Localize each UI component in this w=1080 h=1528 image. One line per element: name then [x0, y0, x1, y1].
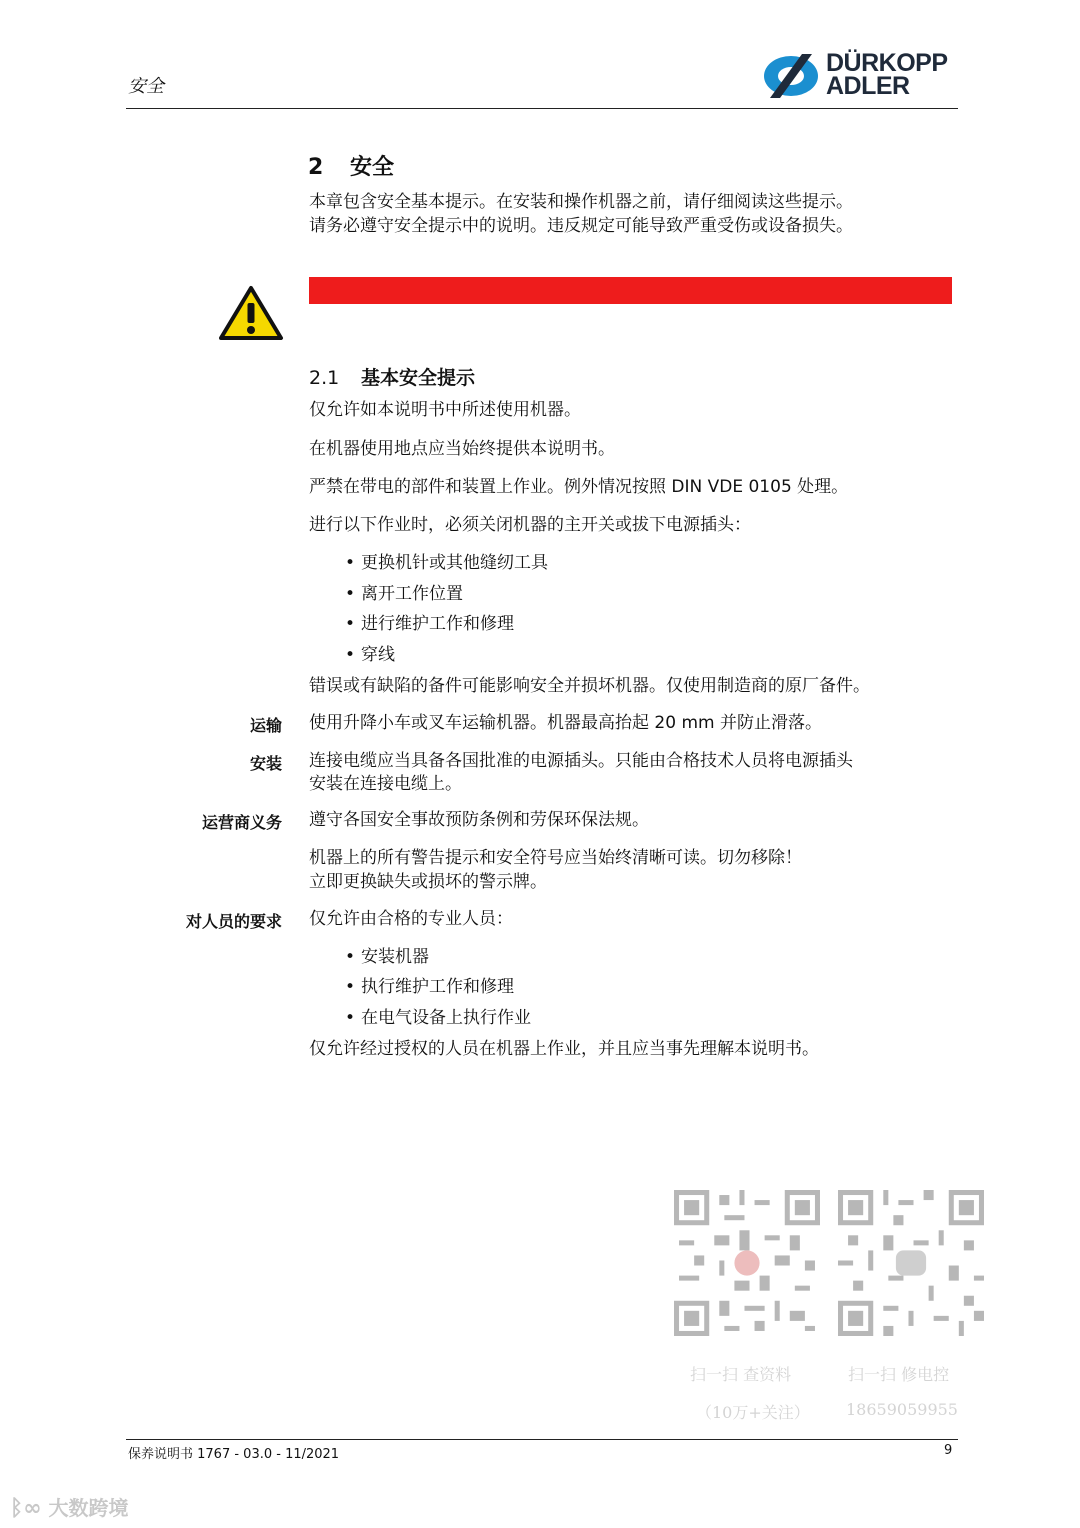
- intro-line-2: 请务必遵守安全提示中的说明。违反规定可能导致严重受伤或设备损失。: [309, 216, 853, 236]
- durkopp-adler-logo: [762, 49, 958, 100]
- paragraph-manual-location: 在机器使用地点应当始终提供本说明书。: [309, 439, 615, 459]
- header-section-label: 安全: [128, 76, 164, 97]
- list-item: • 离开工作位置: [345, 584, 463, 604]
- logo-text-line1: DÜRKOPP: [826, 49, 948, 77]
- paragraph-switch-off: 进行以下作业时，必须关闭机器的主开关或拔下电源插头：: [309, 515, 751, 535]
- intro-line-1: 本章包含安全基本提示。在安装和操作机器之前，请仔细阅读这些提示。: [309, 192, 853, 212]
- logo-mark-icon: [762, 54, 820, 98]
- section-heading: [309, 363, 475, 390]
- paragraph-install-2: 安装在连接电缆上。: [309, 774, 462, 794]
- paragraph-authorized: 仅允许经过授权的人员在机器上作业，并且应当事先理解本说明书。: [309, 1039, 819, 1059]
- paragraph-live-parts: 严禁在带电的部件和装置上作业。例外情况按照 DIN VDE 0105 处理。: [309, 477, 849, 497]
- footer-doc-info: 保养说明书 1767 - 03.0 - 11/2021: [128, 1447, 340, 1462]
- qr-left-caption-1: 扫一扫 查资料: [690, 1365, 792, 1384]
- watermark: [10, 1492, 129, 1521]
- list-item: • 进行维护工作和修理: [345, 614, 514, 634]
- qr-right-caption-1: 扫一扫 修电控: [848, 1365, 950, 1384]
- paragraph-spare-parts: 错误或有缺陷的备件可能影响安全并损坏机器。仅使用制造商的原厂备件。: [309, 676, 870, 696]
- side-label-personnel: 对人员的要求: [185, 912, 282, 931]
- warning-bar: [309, 277, 952, 304]
- side-label-transport: 运输: [249, 716, 282, 735]
- paragraph-operator-1: 遵守各国安全事故预防条例和劳保环保法规。: [309, 810, 649, 830]
- watermark-logo-icon: ᛒ∞: [10, 1496, 42, 1521]
- paragraph-transport: 使用升降小车或叉车运输机器。机器最高抬起 20 mm 并防止滑落。: [309, 713, 822, 733]
- list-item: • 在电气设备上执行作业: [345, 1008, 531, 1028]
- list-item: • 更换机针或其他缝纫工具: [345, 553, 548, 573]
- page-number: 9: [944, 1443, 953, 1458]
- watermark-text: 大数跨境: [48, 1496, 129, 1520]
- qr-code-left-icon: [674, 1190, 820, 1336]
- logo-text-line2: ADLER: [826, 72, 910, 100]
- paragraph-install-1: 连接电缆应当具备各国批准的电源插头。只能由合格技术人员将电源插头: [309, 751, 853, 771]
- paragraph-usage: 仅允许如本说明书中所述使用机器。: [309, 400, 581, 420]
- chapter-title: 安全: [350, 155, 395, 180]
- paragraph-personnel: 仅允许由合格的专业人员：: [309, 909, 513, 929]
- chapter-number: 2: [308, 155, 324, 180]
- qr-left-caption-2: （10万+关注）: [696, 1403, 810, 1422]
- section-title: 基本安全提示: [361, 367, 476, 389]
- paragraph-operator-2: 机器上的所有警告提示和安全符号应当始终清晰可读。切勿移除！: [309, 848, 802, 868]
- side-label-operator: 运营商义务: [201, 813, 282, 832]
- footer-divider: [126, 1439, 958, 1440]
- paragraph-operator-3: 立即更换缺失或损坏的警示牌。: [309, 872, 547, 892]
- section-number: 2.1: [309, 367, 340, 389]
- list-item: • 穿线: [345, 645, 395, 665]
- chapter-heading: [308, 150, 394, 181]
- header-divider: [126, 108, 958, 109]
- qr-right-caption-2: 18659059955: [846, 1400, 958, 1419]
- qr-code-right-icon: [838, 1190, 984, 1336]
- list-item: • 执行维护工作和修理: [345, 977, 514, 997]
- list-item: • 安装机器: [345, 947, 429, 967]
- side-label-install: 安装: [249, 754, 282, 773]
- warning-triangle-icon: [218, 285, 284, 341]
